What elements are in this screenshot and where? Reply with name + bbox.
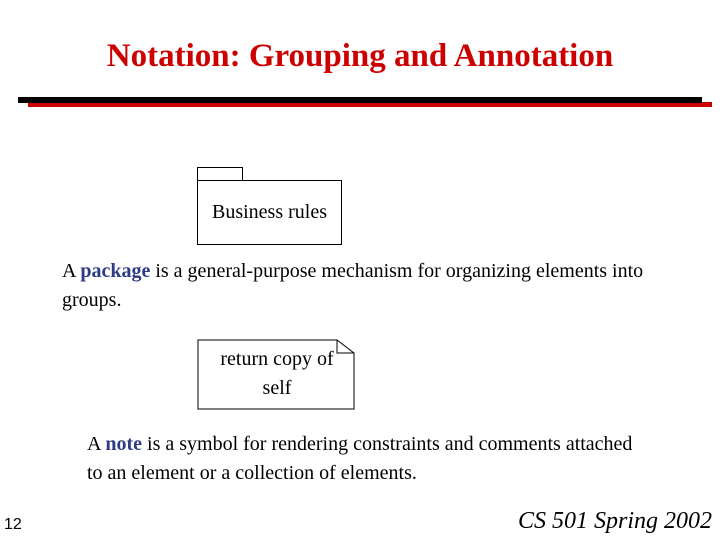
note-line-1: return copy of	[220, 348, 334, 370]
package-tab	[197, 167, 243, 181]
package-desc-prefix: A	[62, 260, 81, 282]
page-number: 12	[4, 516, 22, 533]
package-keyword: package	[80, 260, 151, 282]
note-desc-rest: is a symbol for rendering constraints and comments attached to an element or a collection of elements.	[87, 433, 633, 484]
course-footer: CS 501 Spring 2002	[517, 508, 712, 534]
note-desc-prefix: A	[87, 433, 106, 455]
slide-title: Notation: Grouping and Annotation	[106, 38, 614, 74]
note-keyword: note	[105, 433, 143, 455]
package-symbol	[197, 180, 342, 245]
note-description	[87, 430, 647, 488]
note-text	[198, 345, 356, 403]
package-description	[62, 257, 682, 315]
package-desc-rest: is a general-purpose mechanism for organizing elements into groups.	[62, 260, 644, 311]
title-rule	[18, 97, 702, 103]
note-line-2: self	[262, 377, 292, 399]
package-label: Business rules	[212, 201, 327, 223]
